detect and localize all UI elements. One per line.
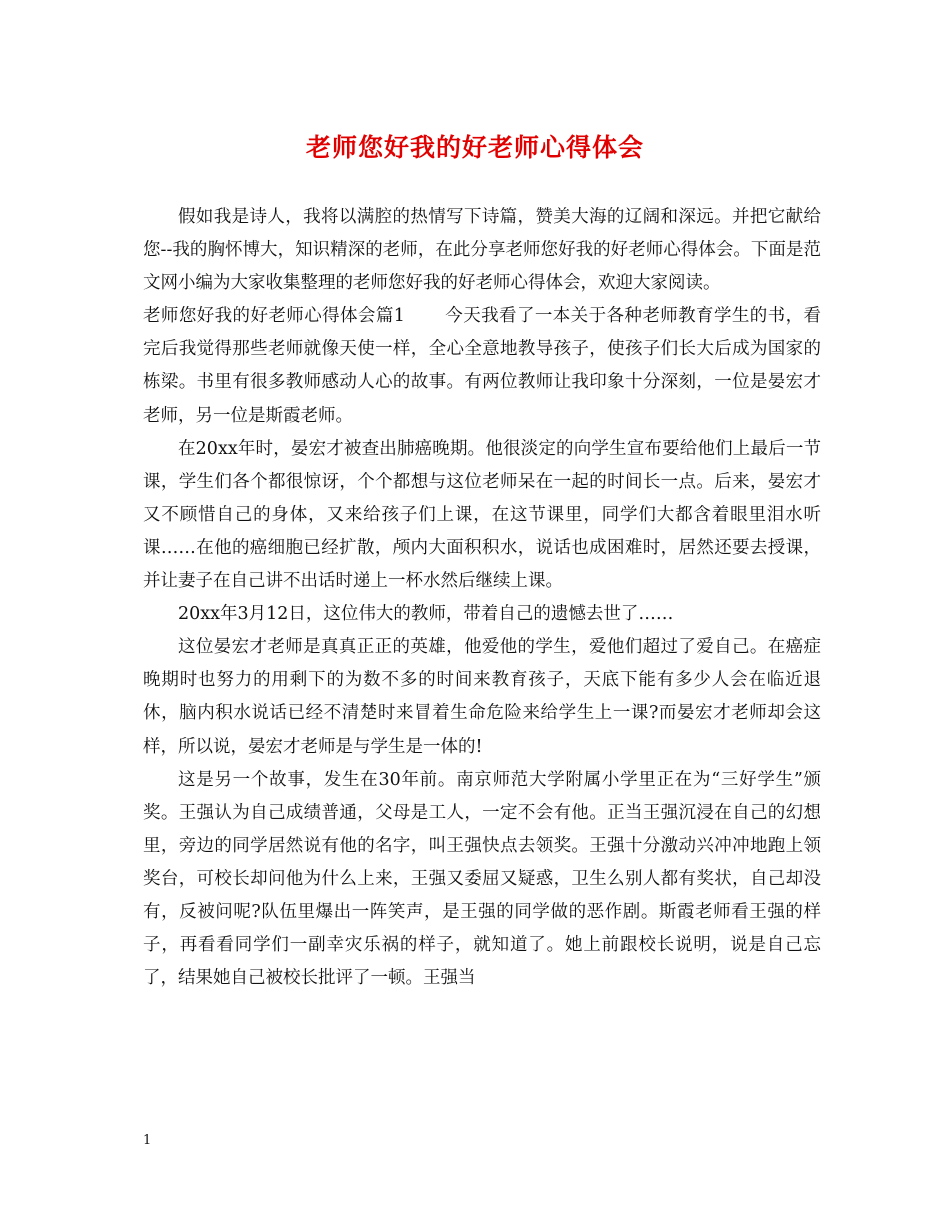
body-paragraph-1: 在20xx年时，晏宏才被查出肺癌晚期。他很淡定的向学生宣布要给他们上最后一节课，学生们各个都很惊讶，个个都想与这位老师呆在一起的时间长一点。后来，晏宏才又不顾惜自己的身体，又来给孩子们上课，在这节课里，同学们大都含着眼里泪水听课……在他的癌细胞已经扩散，颅内大面积积水，说话也成困难时，居然还要去授课，并让妻子在自己讲不出话时递上一杯水然后继续上课。 (143, 438, 821, 592)
page-number: 1 (143, 1133, 152, 1148)
document-body (143, 201, 821, 995)
body-paragraph-3: 这位晏宏才老师是真真正正的英雄，他爱他的学生，爱他们超过了爱自己。在癌症晚期时也努力的用剩下的为数不多的时间来教育孩子，天底下能有多少人会在临近退休，脑内积水说话已经不清楚时来冒着生命危险来给学生上一课?而晏宏才老师却会这样，所以说，晏宏才老师是与学生是一体的! (143, 637, 821, 757)
body-paragraph-2: 20xx年3月12日，这位伟大的教师，带着自己的遗憾去世了…… (178, 604, 674, 625)
page-title: 老师您好我的好老师心得体会 (305, 133, 644, 162)
section-text: 今天我看了一本关于各种老师教育学生的书，看完后我觉得那些老师就像天使一样，全心全意地教导孩子，使孩子们长大后成为国家的栋梁。书里有很多教师感动人心的故事。有两位教师让我印象十分深刻，一位是晏宏才老师，另一位是斯霞老师。 (143, 306, 822, 426)
section-heading: 老师您好我的好老师心得体会篇1 (143, 306, 405, 327)
body-paragraph-4: 这是另一个故事，发生在30年前。南京师范大学附属小学里正在为“三好学生”颁奖。王强认为自己成绩普通，父母是工人，一定不会有他。正当王强沉浸在自己的幻想里，旁边的同学居然说有他的名字，叫王强快点去领奖。王强十分激动兴冲冲地跑上领奖台，可校长却问他为什么上来，王强又委屈又疑惑，卫生么别人都有奖状，自己却没有，反被问呢?队伍里爆出一阵笑声，是王强的同学做的恶作剧。斯霞老师看王强的样子，再看看同学们一副幸灾乐祸的样子，就知道了。她上前跟校长说明，说是自己忘了，结果她自己被校长批评了一顿。王强当 (143, 769, 821, 989)
section-paragraph (143, 300, 821, 432)
intro-paragraph: 假如我是诗人，我将以满腔的热情写下诗篇，赞美大海的辽阔和深远。并把它献给您--我的胸怀博大，知识精深的老师，在此分享老师您好我的好老师心得体会。下面是范文网小编为大家收集整理的老师您好我的好老师心得体会，欢迎大家阅读。 (143, 207, 821, 294)
